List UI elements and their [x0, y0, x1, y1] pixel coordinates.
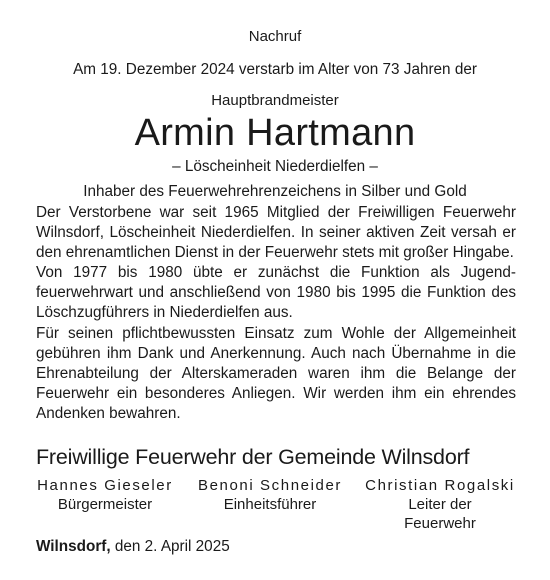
organization-name: Freiwillige Feuerwehr der Gemeinde Wilnsdorf [36, 445, 470, 469]
place-name: Wilnsdorf, [36, 538, 111, 555]
signatory-title: Bürgermeister [57, 496, 153, 513]
signatory-title: Einheitsführer [223, 496, 317, 513]
signatory-unit-leader [190, 476, 350, 514]
body-paragraph-2: Von 1977 bis 1980 übte er zunächst die Funktion als Jugendfeuerwehrwart und anschließend von 1980 bis 1995 die Funktion des Löschzugführers in Niederdielfen aus. [36, 264, 516, 322]
body-paragraph-1: Der Verstorbene war seit 1965 Mitglied der Freiwilligen Feuerwehr Wilnsdorf, Löscheinheit Niederdielfen. In seiner aktiven Zeit versah er den ehrenamtlichen Dienst in der Feuerwehr stets mit großer Hingabe. [36, 204, 516, 262]
place-date-line [36, 537, 230, 557]
rank-title: Hauptbrandmeister [211, 92, 339, 109]
signatory-mayor [30, 476, 180, 514]
signatory-name: Hannes Gieseler [37, 477, 173, 494]
signatory-title: Leiter der [408, 496, 472, 513]
signatory-name: Benoni Schneider [197, 477, 343, 494]
obituary-body [36, 203, 516, 424]
signatory-name: Christian Rogalski [365, 477, 515, 494]
body-paragraph-3: Für seinen pflichtbewussten Einsatz zum Wohle der Allgemeinheit gebühren ihm Dank und Anerkennung. Auch nach Übernahme in die Ehrenabteilung der Alterskameraden waren ihm die Belange der Feuerwehr ein besonderes Anliegen. Wir werden ihm ein ehrendes Andenken bewahren. [36, 324, 516, 422]
notice-label: Nachruf [248, 28, 302, 45]
death-announcement: Am 19. Dezember 2024 verstarb im Alter von 73 Jahren der [73, 61, 477, 78]
deceased-name: Armin Hartmann [134, 112, 416, 154]
signatory-fire-chief [355, 476, 525, 533]
honor-line: Inhaber des Feuerwehrehrenzeichens in Silber und Gold [83, 183, 467, 200]
signatory-title: Feuerwehr [404, 515, 476, 532]
unit-name: – Löscheinheit Niederdielfen – [172, 158, 378, 175]
publication-date: den 2. April 2025 [114, 538, 230, 555]
